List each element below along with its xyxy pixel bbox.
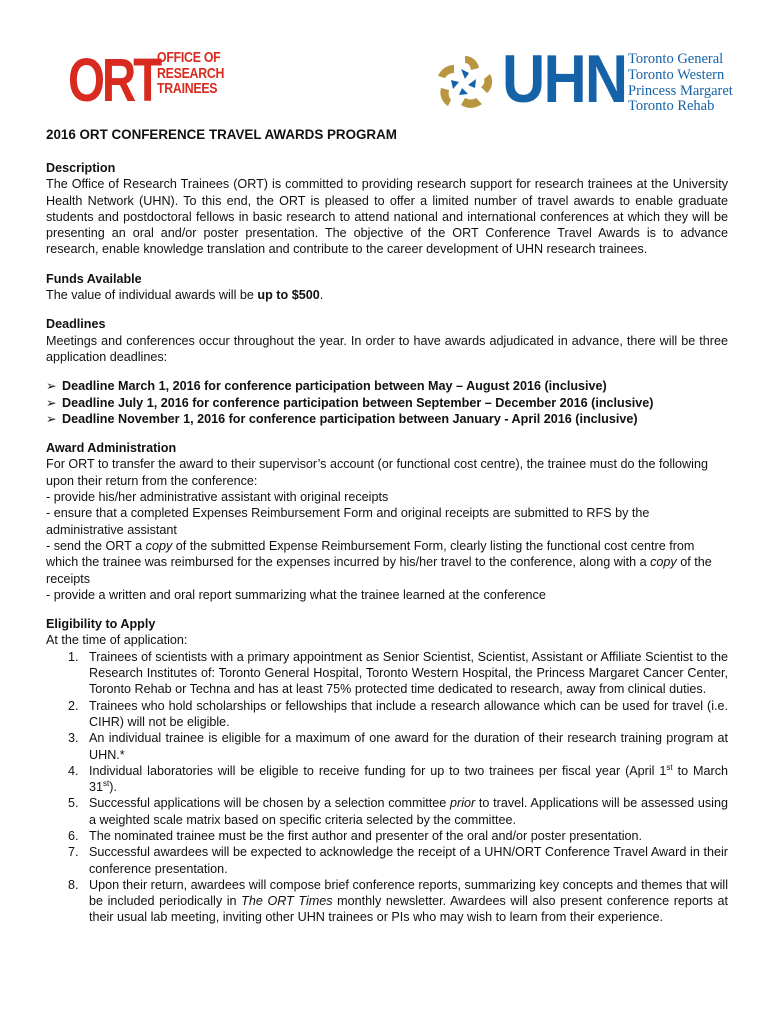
item-text: to March 31 bbox=[89, 763, 728, 795]
ort-logo-line: TRAINEES bbox=[157, 81, 218, 97]
ort-logo-mark: ORT bbox=[68, 46, 160, 114]
item-text: Upon their return, awardees will compose brief conference reports, summarizing key concepts and themes that will be included periodically in bbox=[89, 877, 728, 909]
item-text: An individual trainee is eligible for a maximum of one award for the duration of their research training program at UHN.* bbox=[89, 731, 728, 762]
step-text: of the receipts bbox=[46, 555, 712, 586]
item-number: 1. bbox=[68, 649, 79, 664]
item-text: ). bbox=[109, 780, 117, 795]
item-text: Trainees who hold scholarships or fellowships that include a research allowance which can be used for travel (i.e. CIHR) will not be eligible. bbox=[89, 698, 728, 729]
description-text: The Office of Research Trainees (ORT) is committed to providing research support for research trainees at the University Health Network (UHN). To this end, the ORT is pleased to offer a limited number of travel awards to enable graduate students and postdoctoral fellows in basic research to attend national and international conferences at which they will be presenting an oral and/or poster presentation. The objective of the ORT Conference Travel Awards is to advance research, enable knowledge translation and contribute to the career development of UHN research trainees. bbox=[46, 177, 728, 257]
funds-text-tail: . bbox=[319, 288, 324, 303]
deadlines-heading: Deadlines bbox=[46, 317, 106, 332]
uhn-site: Princess Margaret bbox=[628, 82, 733, 99]
deadline-text: Deadline March 1, 2016 for conference participation between May – August 2016 (inclusive) bbox=[62, 379, 607, 394]
item-number: 2. bbox=[68, 698, 79, 713]
letterhead bbox=[0, 0, 770, 125]
superscript: st bbox=[666, 762, 673, 772]
ort-logo-line: RESEARCH bbox=[157, 65, 225, 82]
ort-logo-text bbox=[157, 50, 225, 98]
step-emphasis: copy bbox=[650, 555, 677, 570]
deadline-item bbox=[46, 378, 728, 394]
administration-step: - provide his/her administrative assistant with original receipts bbox=[46, 490, 389, 505]
item-number: 8. bbox=[68, 877, 79, 892]
deadline-item bbox=[46, 411, 728, 427]
uhn-site: Toronto Rehab bbox=[628, 98, 715, 115]
step-text: of the submitted Expense Reimbursement Form, clearly listing the functional cost centre from which the trainee was reimbursed for the expenses incurred by his/her travel to the conference, along with a bbox=[46, 538, 695, 570]
eligibility-item bbox=[46, 828, 728, 844]
item-text: The nominated trainee must be the first author and presenter of the oral and/or poster presentation. bbox=[89, 828, 643, 843]
item-text: Successful applications will be chosen by a selection committee bbox=[89, 796, 450, 811]
item-text: monthly newsletter. Awardees will also present conference reports at their usual lab meeting, inviting other UHN trainees or PIs who may wish to learn from their experience. bbox=[89, 894, 728, 925]
deadline-item bbox=[46, 395, 728, 411]
item-number: 4. bbox=[68, 763, 79, 778]
eligibility-heading: Eligibility to Apply bbox=[46, 617, 156, 632]
item-text: Trainees of scientists with a primary appointment as Senior Scientist, Scientist, Assistant or Affiliate Scientist to the Research Institutes of: Toronto General Hospital, Toronto Western Hospital, the Princess Margaret Cancer Center, Toronto Rehab or Techna and has at least 75% protected time dedicated to research, away from clinical duties. bbox=[89, 649, 728, 697]
administration-block bbox=[46, 456, 728, 603]
item-text: to travel. Applications will be assessed using a weighted scale matrix based on specific criteria selected by the committee. bbox=[89, 796, 728, 827]
item-text: Individual laboratories will be eligible to receive funding for up to two trainees per fiscal year (April 1 bbox=[89, 763, 667, 778]
deadlines-list bbox=[46, 378, 728, 427]
deadlines-text: Meetings and conferences occur throughout the year. In order to have awards adjudicated in advance, there will be three application deadlines: bbox=[46, 333, 728, 364]
administration-step: - provide a written and oral report summarizing what the trainee learned at the conference bbox=[46, 587, 546, 602]
arrow-bullet-icon: ➢ bbox=[46, 411, 57, 426]
arrow-bullet-icon: ➢ bbox=[46, 395, 57, 410]
funds-text-lead: The value of individual awards will be bbox=[46, 288, 258, 303]
funds-heading: Funds Available bbox=[46, 271, 142, 286]
uhn-site: Toronto Western bbox=[628, 66, 725, 83]
item-emphasis: The ORT Times bbox=[241, 894, 333, 909]
uhn-emblem-icon bbox=[432, 52, 498, 112]
item-number: 7. bbox=[68, 845, 79, 860]
eligibility-item bbox=[46, 795, 728, 828]
eligibility-item bbox=[46, 649, 728, 698]
document-body bbox=[46, 126, 728, 926]
deadline-text: Deadline November 1, 2016 for conference participation between January - April 2016 (inclusive) bbox=[62, 411, 638, 426]
page-title: 2016 ORT CONFERENCE TRAVEL AWARDS PROGRAM bbox=[46, 127, 397, 142]
eligibility-item bbox=[46, 698, 728, 731]
administration-heading: Award Administration bbox=[46, 441, 177, 456]
eligibility-intro: At the time of application: bbox=[46, 633, 188, 648]
superscript: st bbox=[103, 778, 110, 788]
item-number: 6. bbox=[68, 828, 79, 843]
deadline-text: Deadline July 1, 2016 for conference participation between September – December 2016 (inclusive) bbox=[62, 395, 654, 410]
item-number: 3. bbox=[68, 731, 79, 746]
administration-intro: For ORT to transfer the award to their supervisor’s account (or functional cost centre), the trainee must do the following upon their return from the conference: bbox=[46, 457, 708, 488]
item-number: 5. bbox=[68, 796, 79, 811]
arrow-bullet-icon: ➢ bbox=[46, 379, 57, 394]
uhn-logo-wordmark: UHN bbox=[502, 41, 627, 117]
eligibility-list bbox=[46, 649, 728, 926]
ort-logo-line: OFFICE OF bbox=[157, 50, 221, 66]
step-emphasis: copy bbox=[145, 538, 173, 553]
uhn-sites-list bbox=[628, 52, 733, 115]
funds-amount: up to $500 bbox=[257, 288, 320, 303]
item-text: Successful awardees will be expected to acknowledge the receipt of a UHN/ORT Conference Travel Award in their conference presentation. bbox=[89, 845, 728, 876]
administration-step: - ensure that a completed Expenses Reimbursement Form and original receipts are submitted to RFS by the administrative assistant bbox=[46, 506, 650, 537]
funds-text bbox=[46, 287, 728, 303]
eligibility-item bbox=[46, 730, 728, 763]
eligibility-item bbox=[46, 844, 728, 877]
item-emphasis: prior bbox=[450, 796, 476, 811]
step-text: - send the ORT a bbox=[46, 538, 146, 553]
administration-step bbox=[46, 538, 728, 587]
description-heading: Description bbox=[46, 161, 116, 175]
eligibility-item bbox=[46, 877, 728, 926]
uhn-site: Toronto General bbox=[628, 51, 724, 67]
eligibility-item bbox=[46, 763, 728, 796]
